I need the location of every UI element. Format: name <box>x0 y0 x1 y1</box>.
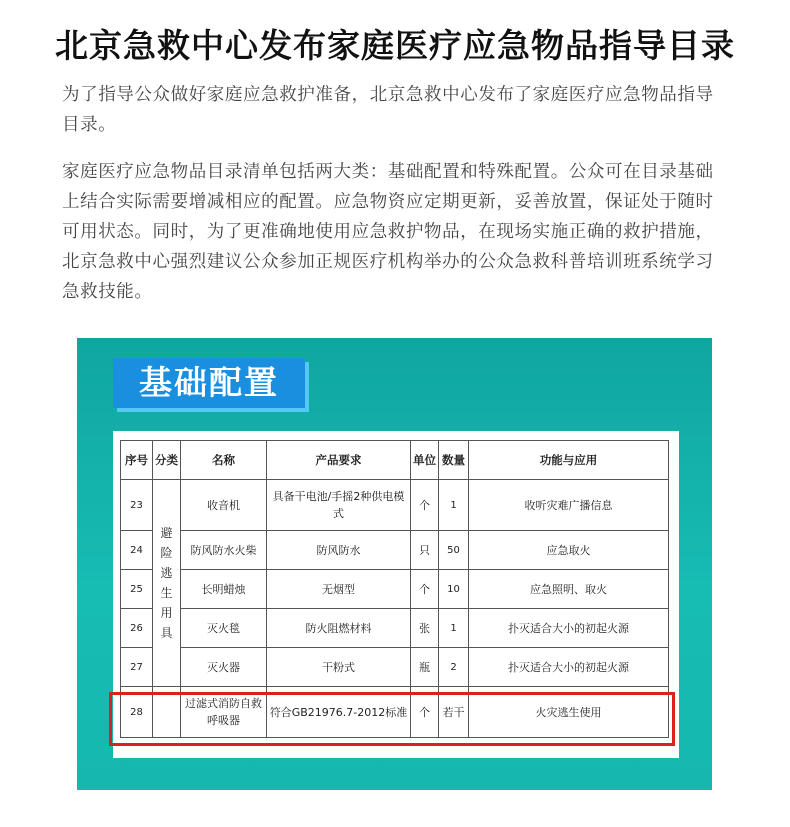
cell-quantity: 10 <box>439 570 469 609</box>
category-char: 生 <box>160 586 173 600</box>
cell-function: 收听灾难广播信息 <box>469 480 669 531</box>
cell-quantity: 1 <box>439 609 469 648</box>
header-unit: 单位 <box>411 441 439 480</box>
cell-seq: 25 <box>121 570 153 609</box>
cell-requirement: 符合GB21976.7-2012标准 <box>267 687 411 738</box>
cell-unit: 个 <box>411 687 439 738</box>
table-header-row <box>121 441 669 480</box>
article-title: 北京急救中心发布家庭医疗应急物品指导目录 <box>55 26 735 65</box>
cell-seq: 27 <box>121 648 153 687</box>
cell-name: 长明蜡烛 <box>181 570 267 609</box>
cell-seq: 24 <box>121 531 153 570</box>
category-cell <box>153 480 181 687</box>
cell-requirement: 具备干电池/手摇2种供电模式 <box>267 480 411 531</box>
category-char: 具 <box>160 626 173 640</box>
header-seq: 序号 <box>121 441 153 480</box>
highlight-box <box>109 692 675 746</box>
table-row <box>121 570 669 609</box>
cell-requirement: 防火阻燃材料 <box>267 609 411 648</box>
body-paragraph: 家庭医疗应急物品目录清单包括两大类：基础配置和特殊配置。公众可在目录基础上结合实际需要增减相应的配置。应急物资应定期更新，妥善放置，保证处于随时可用状态。同时，为了更准确地使用应急救护物品，在现场实施正确的救护措施，北京急救中心强烈建议公众参加正规医疗机构举办的公众急救科普培训班系统学习急救技能。 <box>62 162 714 302</box>
cell-name: 收音机 <box>181 480 267 531</box>
header-category: 分类 <box>153 441 181 480</box>
table-row <box>121 531 669 570</box>
cell-requirement: 无烟型 <box>267 570 411 609</box>
cell-unit: 瓶 <box>411 648 439 687</box>
header-requirement: 产品要求 <box>267 441 411 480</box>
cell-name: 防风防水火柴 <box>181 531 267 570</box>
cell-unit: 只 <box>411 531 439 570</box>
table-row <box>121 609 669 648</box>
cell-unit: 个 <box>411 480 439 531</box>
cell-requirement: 干粉式 <box>267 648 411 687</box>
header-name: 名称 <box>181 441 267 480</box>
section-badge: 基础配置 <box>113 358 305 408</box>
category-char: 避 <box>160 526 173 540</box>
cell-quantity: 1 <box>439 480 469 531</box>
cell-seq: 23 <box>121 480 153 531</box>
cell-requirement: 防风防水 <box>267 531 411 570</box>
category-char: 险 <box>160 546 173 560</box>
cell-function: 应急取火 <box>469 531 669 570</box>
header-quantity: 数量 <box>439 441 469 480</box>
cell-function: 火灾逃生使用 <box>469 687 669 738</box>
cell-function: 扑灭适合大小的初起火源 <box>469 648 669 687</box>
cell-function: 应急照明、取火 <box>469 570 669 609</box>
category-char: 用 <box>160 606 173 620</box>
cell-quantity: 50 <box>439 531 469 570</box>
cell-unit: 张 <box>411 609 439 648</box>
intro-paragraph: 为了指导公众做好家庭应急救护准备，北京急救中心发布了家庭医疗应急物品指导目录。 <box>62 85 714 135</box>
cell-name: 灭火毯 <box>181 609 267 648</box>
table-row <box>121 648 669 687</box>
cell-seq: 28 <box>121 687 153 738</box>
cell-quantity: 2 <box>439 648 469 687</box>
cell-name: 过滤式消防自救呼吸器 <box>181 687 267 738</box>
cell-unit: 个 <box>411 570 439 609</box>
table-row <box>121 480 669 531</box>
cell-name: 灭火器 <box>181 648 267 687</box>
category-char: 逃 <box>160 566 173 580</box>
cell-function: 扑灭适合大小的初起火源 <box>469 609 669 648</box>
header-function: 功能与应用 <box>469 441 669 480</box>
cell-seq: 26 <box>121 609 153 648</box>
cell-quantity: 若干 <box>439 687 469 738</box>
